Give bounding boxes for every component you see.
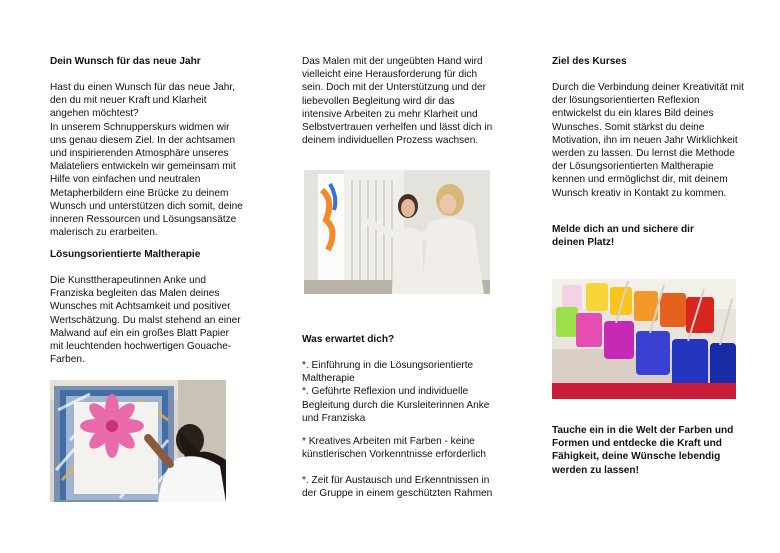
heading-wish: Dein Wunsch für das neue Jahr xyxy=(50,56,201,67)
goal-paragraph: Durch die Verbindung deiner Kreativität mit der lösungsorientierten Reflexion entwickelst du ein klares Bild deines Wunsches. Somit stärkst du deine Motivation, ihn im neuen Jahr Wirklichkeit werden zu lassen. Du lernst die Methode der Lösungsorientierten Maltherapie kennen und ermöglichst dir, mit deinem Wunsch kreativ in Kontakt zu kommen. xyxy=(552,82,744,199)
heading-expect: Was erwartet dich? xyxy=(302,334,395,345)
intro-paragraph: Hast du einen Wunsch für das neue Jahr, den du mit neuer Kraft und Klarheit angehen möchtest? In unserem Schnupperskurs widmen wir uns genau diesem Ziel. In der achtsamen und inspirierenden Atmosphäre unseres Malateliers entwickeln wir gemeinsam mit Hilfe von einfachen und neutralen Metapherbildern eine Brücke zu deinem Wunsch und unterstützen dich somit, deine inneren Ressourcen und Lösungsansätze malerisch zu erarbeiten. xyxy=(50,82,243,239)
painting-paragraph: Das Malen mit der ungeübten Hand wird vielleicht eine Herausforderung für dich sein. Doch mit der Unterstützung und der liebevollen Begleitung wird dir das intensive Arbeiten zu mehr Klarheit und Selbstvertrauen verhelfen und lässt dich in deinem individuellen Prozess wachsen. xyxy=(302,56,493,147)
closing-callout: Tauche ein in die Welt der Farben und Formen und entdecke die Kraft und Fähigkeit, deine Wünsche lebendig werden zu lassen! xyxy=(552,425,734,476)
signup-callout: Melde dich an und sichere dir deinen Platz! xyxy=(552,224,694,249)
photo-painting-flower xyxy=(50,380,226,502)
photo-therapists xyxy=(304,170,490,294)
expect-item-2: * Kreatives Arbeiten mit Farben - keine künstlerischen Vorkenntnisse erforderlich xyxy=(302,436,487,461)
expect-item-1: *. Einführung in die Lösungsorientierte Maltherapie *. Geführte Reflexion und individuelle Begleitung durch die Kursleiterinnen Anke und Franziska xyxy=(302,360,490,424)
expect-item-3: *. Zeit für Austausch und Erkenntnissen in der Gruppe in einem geschützten Rahmen xyxy=(302,475,493,500)
therapy-paragraph: Die Kunsttherapeutinnen Anke und Franziska begleiten das Malen deines Wunsches mit Achtsamkeit und positiver Wertschätzung. Du malst stehend an einer Malwand auf ein ein großes Blatt Papier mit leuchtenden hochwertigen Gouache- Farben. xyxy=(50,275,241,366)
heading-therapy: Lösungsorientierte Maltherapie xyxy=(50,249,201,260)
photo-paint-jars xyxy=(552,279,736,399)
heading-goal: Ziel des Kurses xyxy=(552,56,627,67)
